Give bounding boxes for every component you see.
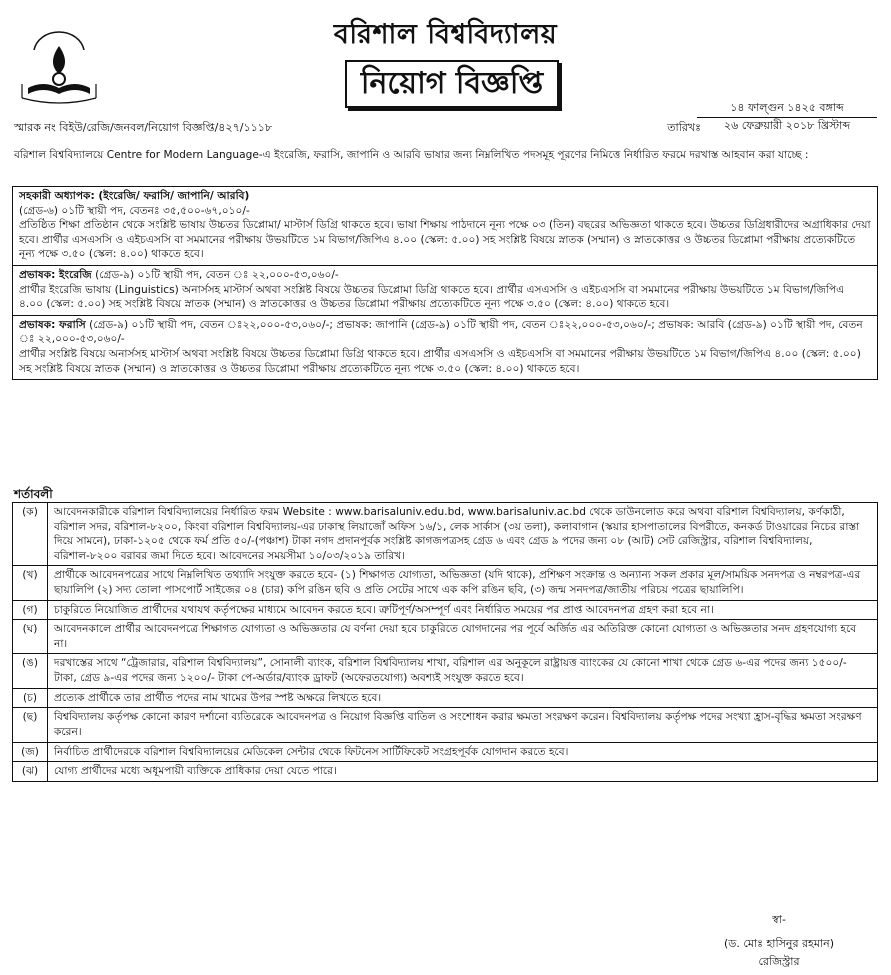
date-block	[697, 100, 877, 133]
post-grade: (গ্রেড-৬) ০১টি স্থায়ী পদ, বেতনঃ ৩৫,৫০০-৬৭,০১০/-	[19, 204, 250, 217]
condition-mark: (চ)	[13, 688, 48, 708]
condition-text: যোগ্য প্রার্থীদের মধ্যে অধূমপায়ী ব্যক্তিকে প্রাধিকার দেয়া যেতে পারে।	[48, 762, 878, 782]
condition-mark: (ক)	[13, 503, 48, 566]
post-grade: (গ্রেড-৯) ০১টি স্থায়ী পদ, বেতন ঃ ২২,০০০-৫৩,০৬০/-	[95, 269, 339, 282]
condition-mark: (গ)	[13, 600, 48, 620]
condition-text: আবেদনকালে প্রার্থীর আবেদনপত্রে শিক্ষাগত যোগ্যতা ও অভিজ্ঞতার যে বর্ণনা দেয়া হবে চাকুরিতে যোগদানের পর পূর্বে অর্জিত এর অতিরিক্ত কোনো যোগ্যতা ও অভিজ্ঞতার সনদ গ্রহণযোগ্য হবে না।	[48, 620, 878, 654]
post-grade: (গ্রেড-৯) ০১টি স্থায়ী পদ, বেতন ঃ২২,০০০-৫৩,০৬০/-; প্রভাষক: জাপানি (গ্রেড-৯) ০১টি স্থায়ী পদ, বেতন ঃ২২,০০০-৫৩,০৬০/-; প্রভাষক: আরবি (গ্রেড-৯) ০১টি স্থায়ী পদ, বেতন ঃ ২২,০০০-৫৩,০৬০/-	[19, 318, 863, 346]
posts-box	[12, 186, 878, 380]
condition-row	[13, 742, 878, 762]
condition-text: প্রত্যেক প্রার্থীকে তার প্রার্থীত পদের নাম খামের উপর স্পষ্ট অক্ষরে লিখতে হবে।	[48, 688, 878, 708]
intro-paragraph: বরিশাল বিশ্ববিদ্যালয়ে Centre for Modern Language-এ ইংরেজি, ফরাসি, জাপানি ও আরবি ভাষার জন্য নিম্নলিখিত পদসমূহ পূরণের নিমিত্তে নির্ধারিত ফরমে দরখাস্ত আহবান করা যাচ্ছে :	[14, 149, 809, 161]
condition-row	[13, 566, 878, 600]
signatory-name: (ড. মোঃ হাসিনুর রহমান)	[724, 937, 834, 951]
condition-mark: (জ)	[13, 742, 48, 762]
memo-number: স্মারক নং বিইউ/রেজি/জনবল/নিয়োগ বিজ্ঞপ্তি/৪২৭/১১১৮	[14, 121, 273, 134]
post-requirements: প্রার্থীর ইংরেজি ভাষায় (Linguistics) অনার্সসহ মাস্টার্স অথবা সংশ্লিষ্ট বিষয়ে উচ্চতর ডিপ্লোমা ডিগ্রি থাকতে হবে। প্রার্থীর এসএসসি ও এইচএসসি বা সমমানের পরীক্ষায় উভয়টিতে ১ম বিভাগ/জিপিএ ৪.০০ (স্কেল: ৫.০০) সহ সংশ্লিষ্ট বিষয়ে স্নাতক (সম্মান) ও স্নাতকোত্তর ও উচ্চতর ডিপ্লোমা পরীক্ষায় প্রত্যেকটিতে নূন্য পক্ষে ৩.৫০ (স্কেল: ৪.০০) থাকতে হবে।	[19, 283, 845, 311]
condition-text: চাকুরিতে নিয়োজিত প্রার্থীদের যথাযথ কর্তৃপক্ষের মাধ্যমে আবেদন করতে হবে। ত্রুটিপূর্ণ/অসম্পূর্ণ এবং নির্ধারিত সময়ের পর প্রাপ্ত আবেদনপত্র গ্রহণ করা হবে না।	[48, 600, 878, 620]
condition-row	[13, 688, 878, 708]
condition-row	[13, 708, 878, 742]
condition-mark: (ছ)	[13, 708, 48, 742]
date-english: ২৬ ফেব্রুয়ারী ২০১৮ খ্রিস্টাব্দ	[723, 119, 851, 133]
date-label: তারিখঃ	[667, 121, 701, 134]
condition-text: নির্বাচিত প্রার্থীদেরকে বরিশাল বিশ্ববিদ্যালয়ের মেডিকেল সেন্টার থেকে ফিটনেস সার্টিফিকেট সংগ্রহপূর্বক যোগদান করতে হবে।	[48, 742, 878, 762]
signature-block	[689, 912, 869, 970]
condition-mark: (ঙ)	[13, 654, 48, 688]
signature-mark: স্বা-	[772, 913, 786, 926]
condition-row	[13, 654, 878, 688]
post-title: সহকারী অধ্যাপক: (ইংরেজি/ ফরাসি/ জাপানি/ আরবি)	[19, 190, 250, 202]
notice-title: নিয়োগ বিজ্ঞপ্তি	[345, 60, 559, 108]
condition-text: বিশ্ববিদ্যালয় কর্তৃপক্ষ কোনো কারণ দর্শানো ব্যতিরেকে আবেদনপত্র ও নিয়োগ বিজ্ঞপ্তি বাতিল ও সংশোধন করার ক্ষমতা সংরক্ষণ করেন। বিশ্ববিদ্যালয় কর্তৃপক্ষ পদের সংখ্যা হ্রাস-বৃদ্ধির ক্ষমতা সংরক্ষণ করেন।	[48, 708, 878, 742]
post-title: প্রভাষক: ইংরেজি	[19, 269, 92, 282]
date-bangla: ১৪ ফাল্গুন ১৪২৫ বঙ্গাব্দ	[697, 100, 877, 118]
condition-row	[13, 620, 878, 654]
conditions-table	[12, 502, 878, 782]
condition-mark: (ঘ)	[13, 620, 48, 654]
university-name: বরিশাল বিশ্ববিদ্যালয়	[333, 19, 558, 50]
post-lecturer-others	[13, 316, 877, 379]
condition-row	[13, 600, 878, 620]
condition-row	[13, 762, 878, 782]
condition-mark: (খ)	[13, 566, 48, 600]
condition-row	[13, 503, 878, 566]
post-requirements: প্রার্থীর সংশ্লিষ্ট বিষয়ে অনার্সসহ মাস্টার্স অথবা সংশ্লিষ্ট বিষয়ে উচ্চতর ডিপ্লোমা ডিগ্রি থাকতে হবে। প্রার্থীর এসএসসি ও এইচএসসি বা সমমানের পরীক্ষায় উভয়টিতে ১ম বিভাগ/জিপিএ ৪.০০ (স্কেল: ৫.০০) সহ সংশ্লিষ্ট বিষয়ে স্নাতক (সম্মান) ও স্নাতকোত্তর ও উচ্চতর ডিপ্লোমা পরীক্ষায় প্রত্যেকটিতে নূন্য পক্ষে ৩.৫০ (স্কেল: ৪.০০) থাকতে হবে।	[19, 348, 861, 375]
post-requirements: প্রতিষ্ঠিত শিক্ষা প্রতিষ্ঠান থেকে সংশ্লিষ্ট ভাষায় উচ্চতর ডিপ্লোমা/ মাস্টার্স ডিগ্রি থাকতে হবে। ভাষা শিক্ষায় পাঠদানে নূন্য পক্ষে ০৩ (তিন) বছরের অভিজ্ঞতা থাকতে হবে। উচ্চতর ডিগ্রিধারীদের অগ্রাধিকার দেয়া হবে। প্রার্থীর এসএসসি ও এইচএসসি বা সমমানের পরীক্ষায় উভয়টিতে ১ম বিভাগ/জিপিএ ৪.০০ (স্কেল: ৫.০০) সহ সংশ্লিষ্ট বিষয়ে স্নাতক (সম্মান) ও স্নাতকোত্তর ও উচ্চতর ডিপ্লোমা পরীক্ষায় প্রত্যেকটিতে নূন্য পক্ষে ৩.৫০ (স্কেল: ৪.০০) থাকতে হবে।	[19, 219, 871, 261]
condition-text: প্রার্থীকে আবেদনপত্রের সাথে নিম্নলিখিত তথ্যাদি সংযুক্ত করতে হবে- (১) শিক্ষাগত যোগ্যতা, অভিজ্ঞতা (যদি থাকে), প্রশিক্ষণ সংক্রান্ত ও অন্যান্য সকল প্রকার মূল/সাময়িক সনদপত্র ও নম্বরপত্র-এর ছায়ালিপি (২) সদ্য তোলা পাসপোর্ট সাইজের ০৪ (চার) কপি রঙিন ছবি ও প্রতি সেটের সাথে এক কপি রঙিন ছবি, (৩) জন্ম সনদপত্র/জাতীয় পরিচয় পত্রের ছায়ালিপি।	[48, 566, 878, 600]
conditions-heading: শর্তাবলী	[14, 487, 53, 501]
condition-text: আবেদনকারীকে বরিশাল বিশ্ববিদ্যালয়ের নির্ধারিত ফরম Website : www.barisaluniv.edu.bd, www.barisaluniv.ac.bd থেকে ডাউনলোড করে অথবা বরিশাল বিশ্ববিদ্যালয়, কর্ণকাঠী, বরিশাল সদর, বরিশাল-৮২০০, কিংবা বরিশাল বিশ্ববিদ্যালয়-এর ঢাকাস্থ লিয়াজোঁ অফিস ১৬/১, লেক সার্কাস (৩য় তলা), কলাবাগান (স্কয়ার হাসপাতালের বিপরীতে, কনকর্ড টাওয়ারের নিচের রাস্তা দিয়ে সামনে), ঢাকা-১২০৫ থেকে ফর্ম প্রতি ৫০/-(পঞ্চাশ) টাকা নগদ প্রদানপূর্বক সংশ্লিষ্ট কাগজপত্রসহ গ্রেড ৬ এবং গ্রেড ৯ পদের জন্য ০৮ (আট) সেট রেজিস্ট্রার, বরিশাল বিশ্ববিদ্যালয়, বরিশাল-৮২০০ বরাবর জমা দিতে হবে। আবেদনের সময়সীমা ১০/০৩/২০১৯ তারিখ।	[48, 503, 878, 566]
condition-text: দরখাস্তের সাথে “ট্রেজারার, বরিশাল বিশ্ববিদ্যালয়”, সোনালী ব্যাংক, বরিশাল বিশ্ববিদ্যালয় শাখা, বরিশাল এর অনুকূলে রাষ্ট্রায়ত্ত ব্যাংকের যে কোনো শাখা থেকে গ্রেড ৬-এর পদের জন্য ১৫০০/- টাকা, গ্রেড ৯-এর পদের জন্য ১২০০/- টাকা পে-অর্ডার/ব্যাংক ড্রাফট (অফেরতযোগ্য) অবশ্যই সংযুক্ত করতে হবে।	[48, 654, 878, 688]
condition-mark: (ঝ)	[13, 762, 48, 782]
post-assistant-professor	[13, 187, 877, 266]
post-title: প্রভাষক: ফরাসি	[19, 318, 86, 331]
signatory-designation: রেজিস্ট্রার	[758, 954, 800, 968]
post-lecturer-english	[13, 266, 877, 316]
